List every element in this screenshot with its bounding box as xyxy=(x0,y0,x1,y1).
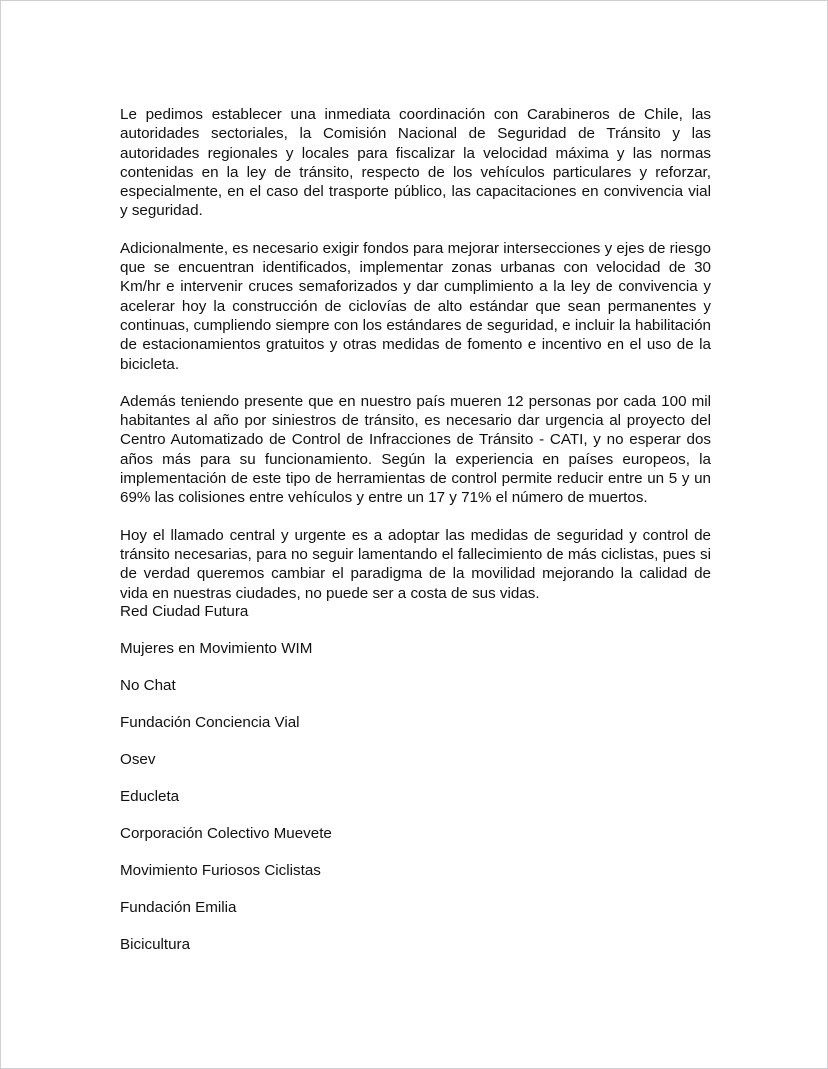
signatory: Red Ciudad Futura xyxy=(120,603,249,620)
signatory: Movimiento Furiosos Ciclistas xyxy=(120,862,321,879)
paragraph-central-call: Hoy el llamado central y urgente es a adoptar las medidas de seguridad y control de tránsito necesarias, para no seguir lamentando el fallecimiento de más ciclistas, pues si de verdad queremos cambiar el paradigma de la movilidad mejorando la calidad de vida en nuestras ciudades, no puede ser a costa de sus vidas. xyxy=(120,526,711,602)
letter-body xyxy=(120,105,711,621)
paragraph-coordination: Le pedimos establecer una inmediata coordinación con Carabineros de Chile, las autoridades sectoriales, la Comisión Nacional de Seguridad de Tránsito y las autoridades regionales y locales para fiscalizar la velocidad máxima y las normas contenidas en la ley de tránsito, respecto de los vehículos particulares y reforzar, especialmente, en el caso del trasporte público, las capacitaciones en convivencia vial y seguridad. xyxy=(120,106,711,220)
signatory: Bicicultura xyxy=(120,936,191,953)
signatory: Educleta xyxy=(120,788,180,805)
signatory: Osev xyxy=(120,751,156,768)
signatory: Fundación Conciencia Vial xyxy=(120,714,300,731)
signatory: Fundación Emilia xyxy=(120,899,237,916)
paragraph-funding: Adicionalmente, es necesario exigir fondos para mejorar intersecciones y ejes de riesgo que se encuentran identificados, implementar zonas urbanas con velocidad de 30 Km/hr e intervenir cruces semaforizados y dar cumplimiento a la ley de convivencia y acelerar hoy la construcción de ciclovías de alto estándar que sean permanentes y continuas, cumpliendo siempre con los estándares de seguridad, e incluir la habilitación de estacionamientos gratuitos y otras medidas de fomento e incentivo en el uso de la bicicleta. xyxy=(120,239,711,373)
signatory: No Chat xyxy=(120,677,176,694)
signatories-list xyxy=(120,602,711,972)
signatory: Mujeres en Movimiento WIM xyxy=(120,640,313,657)
signatory: Corporación Colectivo Muevete xyxy=(120,825,332,842)
paragraph-cati: Además teniendo presente que en nuestro país mueren 12 personas por cada 100 mil habitantes al año por siniestros de tránsito, es necesario dar urgencia al proyecto del Centro Automatizado de Control de Infracciones de Tránsito - CATI, y no esperar dos años más para su funcionamiento. Según la experiencia en países europeos, la implementación de este tipo de herramientas de control permite reducir entre un 5 y un 69% las colisiones entre vehículos y entre un 17 y 71% el número de muertos. xyxy=(120,392,711,507)
